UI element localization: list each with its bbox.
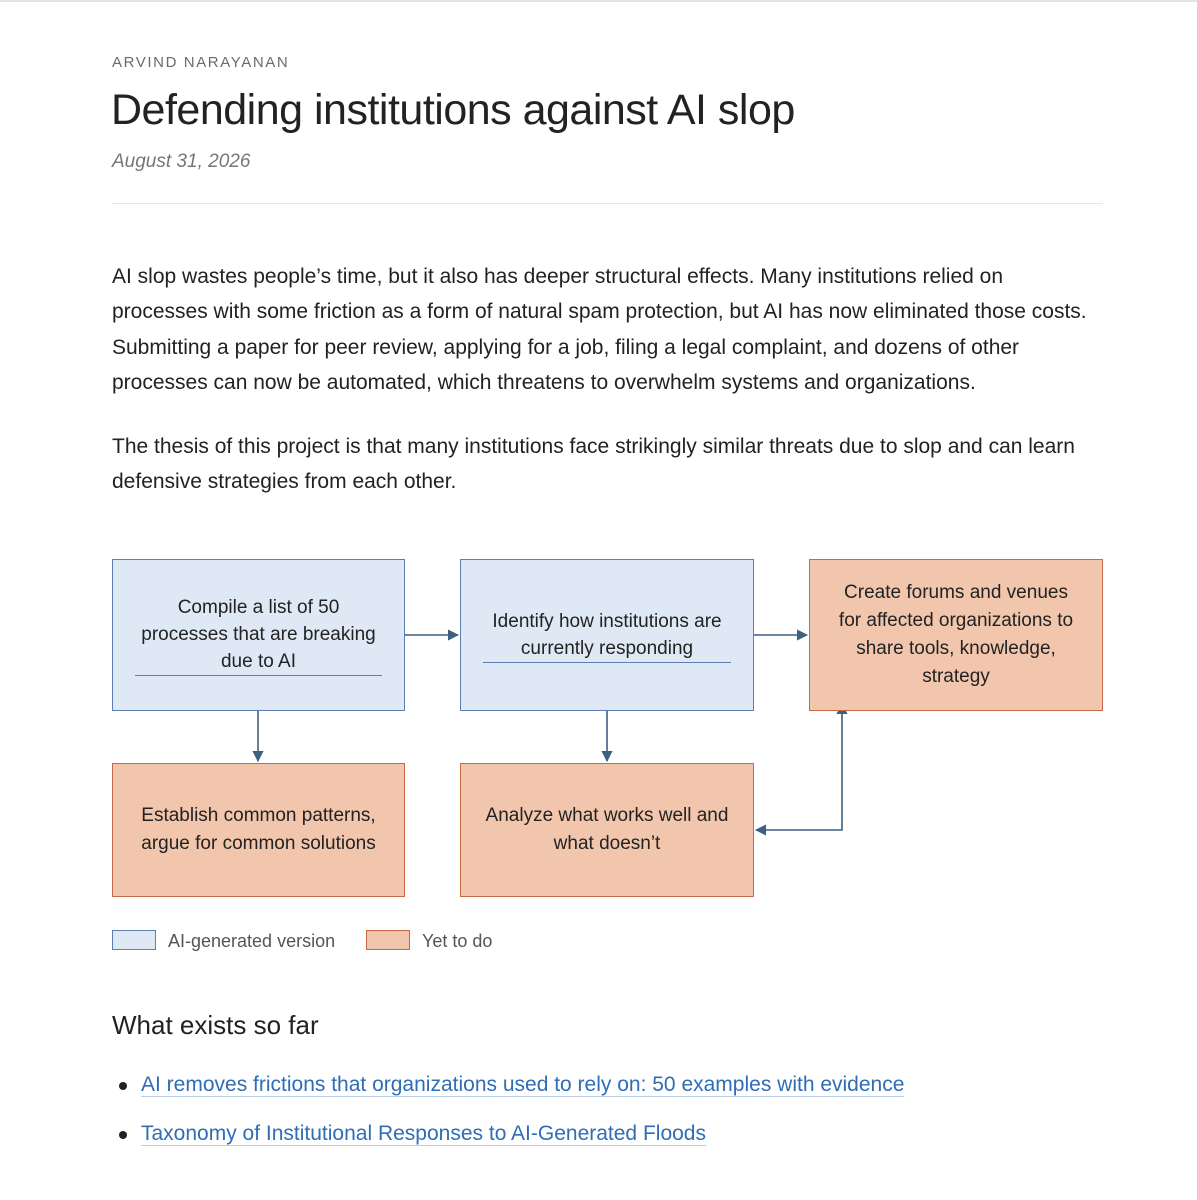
box-create-forums (809, 559, 1103, 711)
box-establish-patterns-text: Establish common patterns, argue for common solutions (141, 805, 376, 854)
list-item (112, 1117, 904, 1151)
box-identify-responses-link[interactable]: Identify how institutions are currently responding (483, 608, 731, 663)
box-compile-processes-link[interactable]: Compile a list of 50 processes that are breaking due to AI (135, 594, 382, 676)
bullet-icon (119, 1082, 127, 1090)
box-identify-responses[interactable] (460, 559, 754, 711)
legend-label-done: AI-generated version (168, 931, 336, 951)
link-taxonomy-responses[interactable]: Taxonomy of Institutional Responses to AI-Generated Floods (141, 1122, 706, 1145)
link-frictions-examples[interactable]: AI removes frictions that organizations used to rely on: 50 examples with evidence (141, 1073, 905, 1096)
list-item (112, 1068, 904, 1102)
section-heading: What exists so far (112, 1010, 319, 1040)
box-establish-patterns (112, 763, 405, 897)
page-title: Defending institutions against AI slop (111, 86, 795, 134)
box-analyze-works-text: Analyze what works well and what doesn’t (485, 805, 729, 854)
arrow-forums-to-analyze (756, 713, 842, 830)
legend-swatch-done (112, 930, 156, 950)
box-create-forums-text: Create forums and venues for affected organizations to share tools, knowledge, strategy (838, 582, 1074, 687)
resource-list (112, 1068, 904, 1166)
publish-date: August 31, 2026 (112, 151, 251, 172)
box-compile-processes[interactable] (112, 559, 405, 711)
thesis-paragraph: The thesis of this project is that many institutions face strikingly similar threats due to slop and can learn defensive strategies from each other. (112, 435, 1075, 494)
intro-paragraph: AI slop wastes people’s time, but it also has deeper structural effects. Many institutions relied on processes with some friction as a form of natural spam protection, but AI has now eliminated those costs. Submitting a paper for peer review, applying for a job, filing a legal complaint, and dozens of other processes can now be automated, which threatens to overwhelm systems and organizations. (112, 265, 1087, 394)
bullet-icon (119, 1131, 127, 1139)
box-analyze-works (460, 763, 754, 897)
legend-label-todo: Yet to do (422, 931, 493, 951)
legend-swatch-todo (366, 930, 410, 950)
author-name: ARVIND NARAYANAN (112, 54, 290, 71)
